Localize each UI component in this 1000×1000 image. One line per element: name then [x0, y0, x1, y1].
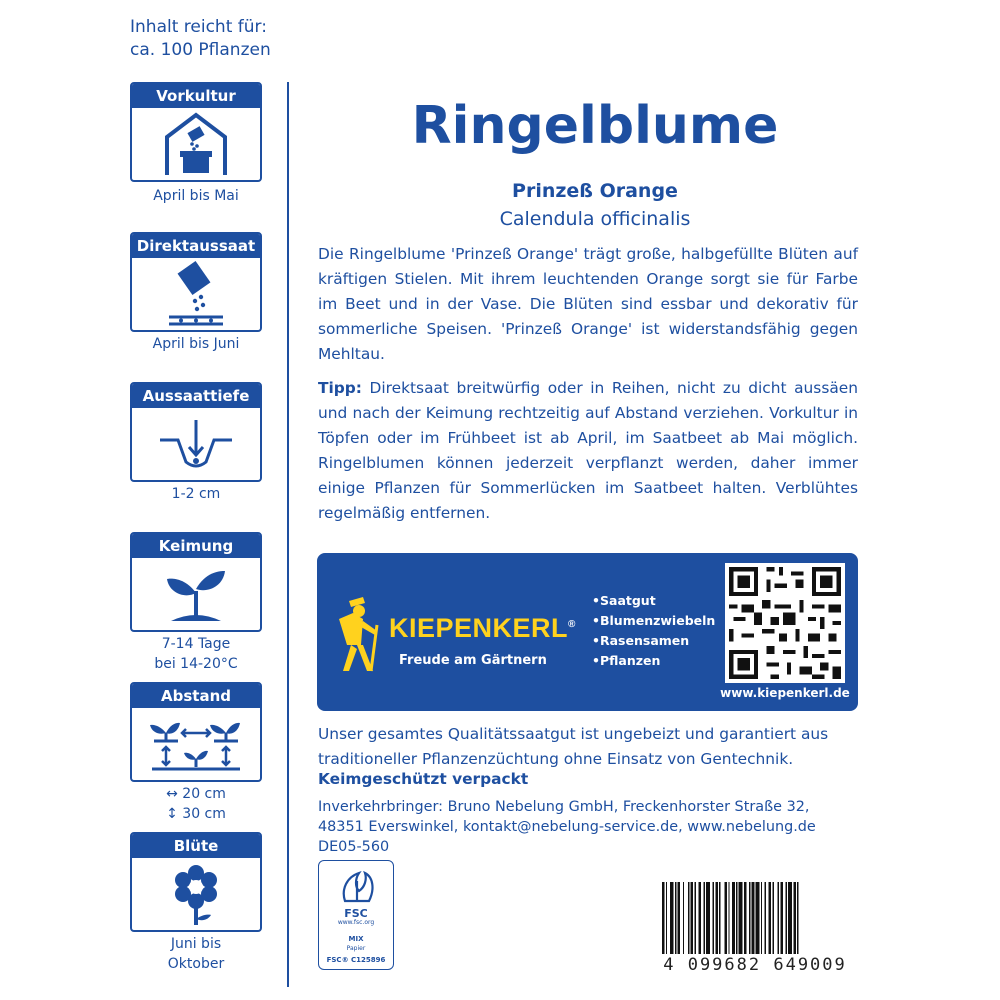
info-box-direktaussaat: [130, 232, 262, 332]
tip-paragraph: [318, 376, 858, 526]
info-box-caption: [130, 934, 262, 974]
seedling-icon: [132, 558, 260, 630]
quality-statement: Unser gesamtes Qualitätssaatgut ist ungebeizt und garantiert aus traditioneller Pflanzenzüchtung ohne Einsatz von Gentechnik.: [318, 725, 829, 768]
plant-spacing-icon: [132, 708, 260, 780]
brand-url[interactable]: www.kiepenkerl.de: [720, 686, 850, 700]
caption-line: 7-14 Tage: [161, 636, 231, 652]
registered-mark: ®: [568, 619, 576, 630]
brand-banner: [317, 553, 858, 711]
feature-list: [592, 591, 715, 671]
feature-item: • Blumenzwiebeln: [592, 611, 715, 631]
distributor-line: Inverkehrbringer: Bruno Nebelung GmbH, Freckenhorster Straße 32,: [318, 799, 810, 815]
barcode-number: 4 099682 649009: [650, 955, 860, 975]
fsc-tree-icon: [337, 867, 377, 909]
brand-logo: [389, 613, 576, 644]
info-box-caption: April bis Mai: [153, 188, 239, 204]
tip-label: Tipp:: [318, 379, 362, 397]
info-box-caption: [130, 634, 262, 674]
caption-line: ↔ 20 cm: [166, 786, 226, 802]
info-box-title: Blüte: [132, 834, 260, 858]
info-box-caption: 1-2 cm: [171, 486, 221, 502]
product-latin-name: Calendula officinalis: [499, 208, 691, 230]
fsc-label: [318, 860, 394, 970]
fsc-web: www.fsc.org: [337, 919, 375, 926]
qr-code-icon[interactable]: [725, 563, 845, 683]
brand-name: KIEPENKERL: [389, 613, 569, 643]
info-box-keimung: [130, 532, 262, 632]
fsc-name: FSC: [344, 907, 368, 920]
fsc-mix: MIX: [348, 935, 364, 943]
greenhouse-pot-icon: [132, 108, 260, 180]
flower-icon: [132, 858, 260, 930]
info-box-caption: [130, 784, 262, 824]
distributor-line: 48351 Everswinkel, kontakt@nebelung-service.de, www.nebelung.de: [318, 819, 816, 835]
content-amount: [130, 16, 271, 62]
tip-text: Direktsaat breitwürfig oder in Reihen, nicht zu dicht aussäen und nach der Keimung rechtzeitig auf Abstand verziehen. Vorkultur in Töpfen oder im Frühbeet ist ab April, im Saatbeet ab Mai möglich. Ringelblumen können jederzeit verpflanzt werden, daher immer einige Pflanzen für Sommerlücken im Saatbeet halten. Verblühtes regelmäßig entfernen.: [318, 379, 858, 522]
sowing-depth-icon: [132, 408, 260, 480]
feature-item: • Pflanzen: [592, 651, 715, 671]
info-box-bluete: [130, 832, 262, 932]
caption-line: Juni bis: [170, 936, 222, 952]
info-box-vorkultur: [130, 82, 262, 182]
product-title: Ringelblume: [411, 96, 779, 156]
fsc-code: FSC® C125896: [326, 956, 386, 964]
info-box-title: Abstand: [132, 684, 260, 708]
info-box-title: Direktaussaat: [132, 234, 260, 258]
info-box-title: Aussaattiefe: [132, 384, 260, 408]
info-box-aussaattiefe: [130, 382, 262, 482]
info-box-title: Keimung: [132, 534, 260, 558]
info-box-caption: April bis Juni: [152, 336, 240, 352]
seed-packet-sowing-icon: [132, 258, 260, 330]
product-variety: Prinzeß Orange: [512, 180, 678, 202]
caption-line: ↕ 30 cm: [166, 806, 226, 822]
sealed-notice: Keimgeschützt verpackt: [318, 770, 529, 788]
product-description: Die Ringelblume 'Prinzeß Orange' trägt große, halbgefüllte Blüten auf kräftigen Stielen. Mit ihrem leuchtenden Orange sorgt sie für Farbe im Beet und in der Vase. Die Blüten sind essbar und dekorativ für sommerliche Speisen. 'Prinzeß Orange' ist widerstandsfähig gegen Mehltau.: [318, 245, 858, 363]
kiepenkerl-figure-icon: [331, 595, 391, 679]
info-box-abstand: [130, 682, 262, 782]
info-box-title: Vorkultur: [132, 84, 260, 108]
caption-line: bei 14-20°C: [154, 656, 238, 672]
distributor-line: DE05-560: [318, 839, 390, 855]
feature-item: • Saatgut: [592, 591, 715, 611]
content-label: Inhalt reicht für:: [130, 17, 267, 37]
sidebar-divider: [287, 82, 289, 987]
distributor-info: [318, 797, 878, 857]
fsc-paper: Papier: [346, 945, 366, 952]
content-value: ca. 100 Pflanzen: [130, 40, 271, 60]
brand-slogan: Freude am Gärtnern: [399, 653, 547, 668]
caption-line: Oktober: [167, 956, 225, 972]
feature-item: • Rasensamen: [592, 631, 715, 651]
